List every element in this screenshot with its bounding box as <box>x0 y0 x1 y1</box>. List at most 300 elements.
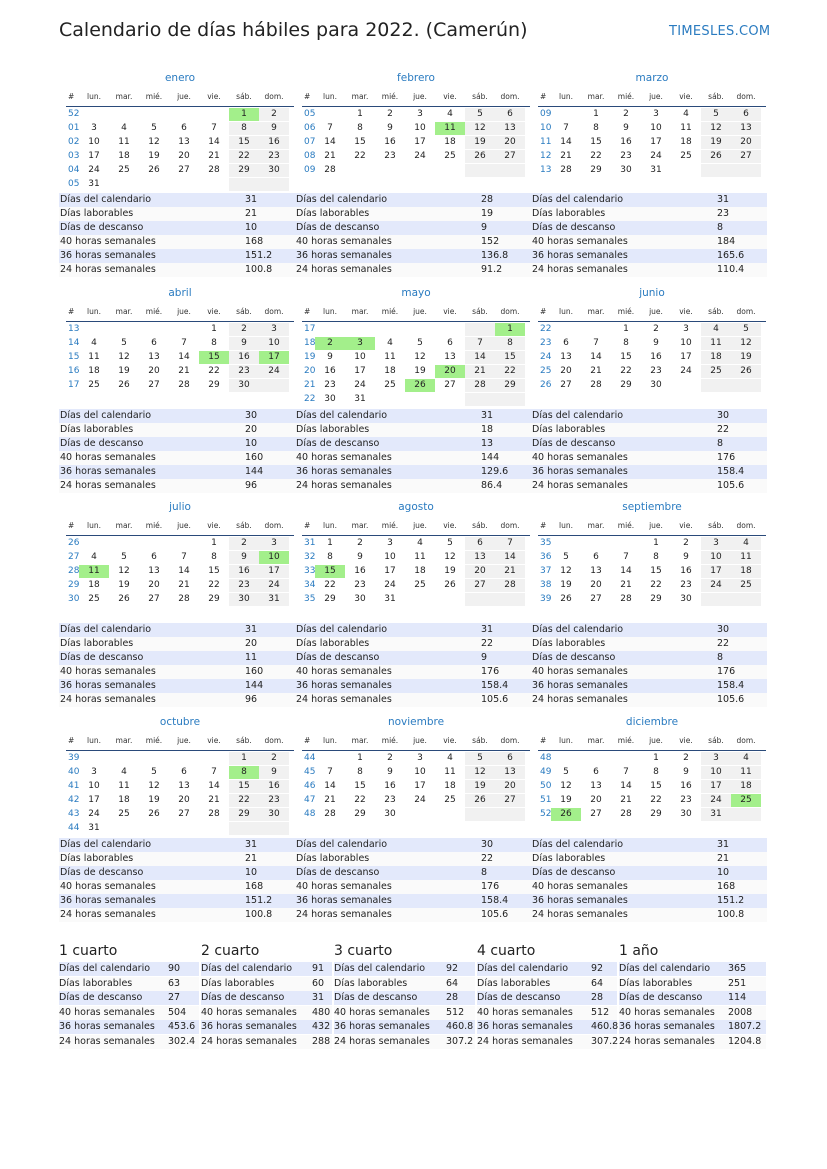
day-cell[interactable]: 3 <box>259 323 289 336</box>
day-cell[interactable]: 21 <box>208 151 220 161</box>
day-cell[interactable]: 28 <box>560 165 572 175</box>
day-cell[interactable]: 18 <box>384 366 396 376</box>
day-cell[interactable]: 2 <box>357 538 363 548</box>
day-cell[interactable]: 13 <box>560 352 572 362</box>
day-cell[interactable]: 14 <box>560 137 572 147</box>
day-cell[interactable]: 4 <box>731 537 761 550</box>
day-cell[interactable]: 2 <box>683 538 689 548</box>
day-cell[interactable]: 4 <box>91 552 97 562</box>
day-cell[interactable]: 14 <box>178 566 190 576</box>
day-cell[interactable]: 18 <box>444 137 456 147</box>
day-cell[interactable]: 18 <box>88 580 100 590</box>
holiday-day[interactable]: 26 <box>405 379 435 392</box>
day-cell[interactable]: 23 <box>229 365 259 378</box>
day-cell[interactable]: 11 <box>701 337 731 350</box>
day-cell[interactable]: 26 <box>560 594 572 604</box>
day-cell[interactable]: 15 <box>208 566 220 576</box>
day-cell[interactable]: 24 <box>354 380 366 390</box>
day-cell[interactable]: 16 <box>384 781 396 791</box>
day-cell[interactable]: 22 <box>208 580 220 590</box>
day-cell[interactable]: 1 <box>653 753 659 763</box>
day-cell[interactable]: 11 <box>680 123 692 133</box>
day-cell[interactable]: 6 <box>181 767 187 777</box>
day-cell[interactable]: 17 <box>88 795 100 805</box>
day-cell[interactable]: 13 <box>731 122 761 135</box>
day-cell[interactable]: 30 <box>229 593 259 606</box>
day-cell[interactable]: 25 <box>414 580 426 590</box>
day-cell[interactable]: 4 <box>731 752 761 765</box>
day-cell[interactable]: 15 <box>229 780 259 793</box>
day-cell[interactable]: 13 <box>590 781 602 791</box>
day-cell[interactable]: 21 <box>178 580 190 590</box>
day-cell[interactable]: 9 <box>683 767 689 777</box>
day-cell[interactable]: 17 <box>259 565 289 578</box>
day-cell[interactable]: 5 <box>417 338 423 348</box>
day-cell[interactable]: 19 <box>731 351 761 364</box>
day-cell[interactable]: 18 <box>414 566 426 576</box>
day-cell[interactable]: 23 <box>680 795 692 805</box>
day-cell[interactable]: 25 <box>118 809 130 819</box>
day-cell[interactable]: 14 <box>495 551 525 564</box>
day-cell[interactable]: 30 <box>384 809 396 819</box>
day-cell[interactable]: 27 <box>731 150 761 163</box>
day-cell[interactable]: 14 <box>620 781 632 791</box>
day-cell[interactable]: 22 <box>229 794 259 807</box>
day-cell[interactable]: 9 <box>229 551 259 564</box>
day-cell[interactable]: 9 <box>259 122 289 135</box>
day-cell[interactable]: 16 <box>259 136 289 149</box>
day-cell[interactable]: 28 <box>465 379 495 392</box>
day-cell[interactable]: 3 <box>91 123 97 133</box>
day-cell[interactable]: 16 <box>229 351 259 364</box>
day-cell[interactable]: 10 <box>650 123 662 133</box>
day-cell[interactable]: 8 <box>653 767 659 777</box>
day-cell[interactable]: 2 <box>387 753 393 763</box>
day-cell[interactable]: 15 <box>590 137 602 147</box>
day-cell[interactable]: 22 <box>590 151 602 161</box>
holiday-day[interactable]: 11 <box>79 565 109 578</box>
day-cell[interactable]: 3 <box>91 767 97 777</box>
day-cell[interactable]: 16 <box>680 781 692 791</box>
day-cell[interactable]: 18 <box>731 780 761 793</box>
day-cell[interactable]: 22 <box>324 580 336 590</box>
day-cell[interactable]: 29 <box>650 594 662 604</box>
day-cell[interactable]: 17 <box>650 137 662 147</box>
day-cell[interactable]: 21 <box>324 795 336 805</box>
day-cell[interactable]: 24 <box>650 151 662 161</box>
day-cell[interactable]: 5 <box>151 767 157 777</box>
day-cell[interactable]: 17 <box>701 565 731 578</box>
day-cell[interactable]: 23 <box>229 579 259 592</box>
day-cell[interactable]: 29 <box>229 808 259 821</box>
day-cell[interactable]: 30 <box>650 380 662 390</box>
day-cell[interactable]: 12 <box>148 137 160 147</box>
day-cell[interactable]: 13 <box>148 566 160 576</box>
day-cell[interactable]: 26 <box>118 380 130 390</box>
day-cell[interactable]: 1 <box>211 324 217 334</box>
day-cell[interactable]: 30 <box>324 394 336 404</box>
day-cell[interactable]: 4 <box>387 338 393 348</box>
day-cell[interactable]: 2 <box>259 108 289 121</box>
day-cell[interactable]: 31 <box>354 394 366 404</box>
day-cell[interactable]: 7 <box>623 552 629 562</box>
day-cell[interactable]: 3 <box>653 109 659 119</box>
day-cell[interactable]: 25 <box>444 795 456 805</box>
day-cell[interactable]: 19 <box>701 136 731 149</box>
day-cell[interactable]: 19 <box>414 366 426 376</box>
day-cell[interactable]: 11 <box>731 551 761 564</box>
day-cell[interactable]: 15 <box>354 781 366 791</box>
holiday-day[interactable]: 15 <box>199 351 229 364</box>
day-cell[interactable]: 29 <box>650 809 662 819</box>
day-cell[interactable]: 9 <box>683 552 689 562</box>
day-cell[interactable]: 30 <box>680 594 692 604</box>
day-cell[interactable]: 30 <box>229 379 259 392</box>
day-cell[interactable]: 27 <box>590 809 602 819</box>
day-cell[interactable]: 7 <box>211 123 217 133</box>
day-cell[interactable]: 21 <box>465 365 495 378</box>
day-cell[interactable]: 28 <box>178 380 190 390</box>
day-cell[interactable]: 6 <box>465 537 495 550</box>
day-cell[interactable]: 11 <box>88 352 100 362</box>
day-cell[interactable]: 27 <box>465 579 495 592</box>
day-cell[interactable]: 17 <box>88 151 100 161</box>
day-cell[interactable]: 31 <box>259 593 289 606</box>
day-cell[interactable]: 21 <box>208 795 220 805</box>
day-cell[interactable]: 23 <box>324 380 336 390</box>
day-cell[interactable]: 6 <box>593 767 599 777</box>
day-cell[interactable]: 3 <box>259 537 289 550</box>
day-cell[interactable]: 8 <box>357 767 363 777</box>
day-cell[interactable]: 10 <box>384 552 396 562</box>
holiday-day[interactable]: 1 <box>495 323 525 336</box>
day-cell[interactable]: 7 <box>211 767 217 777</box>
day-cell[interactable]: 6 <box>151 338 157 348</box>
day-cell[interactable]: 1 <box>653 538 659 548</box>
day-cell[interactable]: 1 <box>327 538 333 548</box>
day-cell[interactable]: 7 <box>327 123 333 133</box>
day-cell[interactable]: 10 <box>88 781 100 791</box>
day-cell[interactable]: 19 <box>444 566 456 576</box>
day-cell[interactable]: 16 <box>680 566 692 576</box>
day-cell[interactable]: 7 <box>465 337 495 350</box>
day-cell[interactable]: 2 <box>229 537 259 550</box>
holiday-day[interactable]: 26 <box>551 808 581 821</box>
day-cell[interactable]: 28 <box>620 809 632 819</box>
day-cell[interactable]: 2 <box>683 753 689 763</box>
day-cell[interactable]: 11 <box>731 766 761 779</box>
day-cell[interactable]: 8 <box>623 338 629 348</box>
day-cell[interactable]: 29 <box>354 809 366 819</box>
day-cell[interactable]: 28 <box>590 380 602 390</box>
day-cell[interactable]: 22 <box>229 150 259 163</box>
day-cell[interactable]: 14 <box>178 352 190 362</box>
day-cell[interactable]: 2 <box>387 109 393 119</box>
day-cell[interactable]: 5 <box>121 552 127 562</box>
day-cell[interactable]: 29 <box>208 594 220 604</box>
day-cell[interactable]: 18 <box>88 366 100 376</box>
day-cell[interactable]: 22 <box>208 366 220 376</box>
day-cell[interactable]: 23 <box>384 151 396 161</box>
day-cell[interactable]: 20 <box>465 565 495 578</box>
day-cell[interactable]: 9 <box>259 766 289 779</box>
day-cell[interactable]: 31 <box>88 823 100 833</box>
day-cell[interactable]: 22 <box>354 151 366 161</box>
day-cell[interactable]: 5 <box>447 538 453 548</box>
day-cell[interactable]: 5 <box>731 323 761 336</box>
day-cell[interactable]: 29 <box>620 380 632 390</box>
day-cell[interactable]: 11 <box>118 137 130 147</box>
day-cell[interactable]: 14 <box>465 351 495 364</box>
day-cell[interactable]: 18 <box>680 137 692 147</box>
day-cell[interactable]: 25 <box>731 579 761 592</box>
day-cell[interactable]: 11 <box>414 552 426 562</box>
day-cell[interactable]: 10 <box>88 137 100 147</box>
day-cell[interactable]: 14 <box>324 137 336 147</box>
day-cell[interactable]: 12 <box>560 566 572 576</box>
day-cell[interactable]: 23 <box>384 795 396 805</box>
day-cell[interactable]: 17 <box>384 566 396 576</box>
day-cell[interactable]: 23 <box>680 580 692 590</box>
day-cell[interactable]: 24 <box>680 366 692 376</box>
day-cell[interactable]: 24 <box>88 809 100 819</box>
day-cell[interactable]: 5 <box>465 752 495 765</box>
day-cell[interactable]: 25 <box>701 365 731 378</box>
day-cell[interactable]: 6 <box>495 752 525 765</box>
day-cell[interactable]: 8 <box>211 338 217 348</box>
day-cell[interactable]: 16 <box>229 565 259 578</box>
day-cell[interactable]: 4 <box>683 109 689 119</box>
day-cell[interactable]: 3 <box>701 537 731 550</box>
day-cell[interactable]: 1 <box>211 538 217 548</box>
day-cell[interactable]: 17 <box>701 780 731 793</box>
day-cell[interactable]: 9 <box>623 123 629 133</box>
day-cell[interactable]: 16 <box>324 366 336 376</box>
day-cell[interactable]: 29 <box>495 379 525 392</box>
day-cell[interactable]: 16 <box>384 137 396 147</box>
day-cell[interactable]: 18 <box>444 781 456 791</box>
day-cell[interactable]: 14 <box>208 781 220 791</box>
day-cell[interactable]: 23 <box>620 151 632 161</box>
day-cell[interactable]: 23 <box>259 150 289 163</box>
day-cell[interactable]: 17 <box>354 366 366 376</box>
day-cell[interactable]: 28 <box>324 809 336 819</box>
day-cell[interactable]: 29 <box>590 165 602 175</box>
day-cell[interactable]: 23 <box>650 366 662 376</box>
day-cell[interactable]: 15 <box>650 566 662 576</box>
day-cell[interactable]: 10 <box>259 337 289 350</box>
day-cell[interactable]: 5 <box>701 108 731 121</box>
day-cell[interactable]: 17 <box>414 137 426 147</box>
day-cell[interactable]: 19 <box>118 366 130 376</box>
day-cell[interactable]: 18 <box>118 151 130 161</box>
day-cell[interactable]: 6 <box>181 123 187 133</box>
day-cell[interactable]: 10 <box>701 766 731 779</box>
day-cell[interactable]: 10 <box>680 338 692 348</box>
day-cell[interactable]: 5 <box>151 123 157 133</box>
day-cell[interactable]: 4 <box>447 109 453 119</box>
day-cell[interactable]: 15 <box>229 136 259 149</box>
day-cell[interactable]: 11 <box>118 781 130 791</box>
day-cell[interactable]: 13 <box>444 352 456 362</box>
day-cell[interactable]: 8 <box>357 123 363 133</box>
day-cell[interactable]: 28 <box>620 594 632 604</box>
day-cell[interactable]: 14 <box>590 352 602 362</box>
day-cell[interactable]: 14 <box>208 137 220 147</box>
day-cell[interactable]: 8 <box>211 552 217 562</box>
day-cell[interactable]: 24 <box>259 579 289 592</box>
day-cell[interactable]: 30 <box>259 164 289 177</box>
day-cell[interactable]: 20 <box>590 580 602 590</box>
day-cell[interactable]: 12 <box>414 352 426 362</box>
day-cell[interactable]: 19 <box>560 795 572 805</box>
day-cell[interactable]: 16 <box>354 566 366 576</box>
day-cell[interactable]: 20 <box>148 366 160 376</box>
day-cell[interactable]: 31 <box>88 179 100 189</box>
day-cell[interactable]: 24 <box>414 151 426 161</box>
day-cell[interactable]: 20 <box>590 795 602 805</box>
day-cell[interactable]: 17 <box>414 781 426 791</box>
day-cell[interactable]: 1 <box>623 324 629 334</box>
day-cell[interactable]: 7 <box>563 123 569 133</box>
brand-link[interactable]: TIMESLES.COM <box>669 24 771 39</box>
day-cell[interactable]: 19 <box>148 151 160 161</box>
day-cell[interactable]: 28 <box>208 165 220 175</box>
day-cell[interactable]: 9 <box>387 123 393 133</box>
day-cell[interactable]: 12 <box>465 122 495 135</box>
holiday-day[interactable]: 20 <box>435 365 465 378</box>
day-cell[interactable]: 9 <box>357 552 363 562</box>
day-cell[interactable]: 27 <box>560 380 572 390</box>
day-cell[interactable]: 3 <box>387 538 393 548</box>
holiday-day[interactable]: 3 <box>345 337 375 350</box>
day-cell[interactable]: 4 <box>417 538 423 548</box>
day-cell[interactable]: 12 <box>444 552 456 562</box>
day-cell[interactable]: 5 <box>121 338 127 348</box>
day-cell[interactable]: 8 <box>495 337 525 350</box>
day-cell[interactable]: 25 <box>88 380 100 390</box>
day-cell[interactable]: 13 <box>178 781 190 791</box>
day-cell[interactable]: 11 <box>384 352 396 362</box>
day-cell[interactable]: 26 <box>148 809 160 819</box>
day-cell[interactable]: 10 <box>701 551 731 564</box>
day-cell[interactable]: 8 <box>327 552 333 562</box>
day-cell[interactable]: 11 <box>444 767 456 777</box>
day-cell[interactable]: 12 <box>731 337 761 350</box>
day-cell[interactable]: 12 <box>148 781 160 791</box>
day-cell[interactable]: 4 <box>447 753 453 763</box>
holiday-day[interactable]: 25 <box>731 794 761 807</box>
day-cell[interactable]: 1 <box>229 752 259 765</box>
day-cell[interactable]: 20 <box>178 151 190 161</box>
day-cell[interactable]: 15 <box>650 781 662 791</box>
day-cell[interactable]: 29 <box>229 164 259 177</box>
day-cell[interactable]: 28 <box>208 809 220 819</box>
holiday-day[interactable]: 11 <box>435 122 465 135</box>
day-cell[interactable]: 1 <box>357 753 363 763</box>
day-cell[interactable]: 27 <box>148 594 160 604</box>
day-cell[interactable]: 21 <box>560 151 572 161</box>
day-cell[interactable]: 9 <box>387 767 393 777</box>
day-cell[interactable]: 19 <box>560 580 572 590</box>
day-cell[interactable]: 12 <box>560 781 572 791</box>
day-cell[interactable]: 20 <box>148 580 160 590</box>
day-cell[interactable]: 27 <box>178 165 190 175</box>
day-cell[interactable]: 6 <box>731 108 761 121</box>
day-cell[interactable]: 22 <box>354 795 366 805</box>
day-cell[interactable]: 26 <box>444 580 456 590</box>
day-cell[interactable]: 24 <box>259 365 289 378</box>
day-cell[interactable]: 26 <box>465 150 495 163</box>
holiday-day[interactable]: 2 <box>315 337 345 350</box>
day-cell[interactable]: 25 <box>118 165 130 175</box>
day-cell[interactable]: 13 <box>148 352 160 362</box>
day-cell[interactable]: 31 <box>701 808 731 821</box>
holiday-day[interactable]: 8 <box>229 766 259 779</box>
day-cell[interactable]: 19 <box>118 580 130 590</box>
day-cell[interactable]: 31 <box>650 165 662 175</box>
day-cell[interactable]: 10 <box>414 767 426 777</box>
day-cell[interactable]: 9 <box>229 337 259 350</box>
day-cell[interactable]: 26 <box>465 794 495 807</box>
day-cell[interactable]: 23 <box>354 580 366 590</box>
day-cell[interactable]: 15 <box>620 352 632 362</box>
day-cell[interactable]: 18 <box>701 351 731 364</box>
day-cell[interactable]: 26 <box>148 165 160 175</box>
day-cell[interactable]: 25 <box>384 380 396 390</box>
day-cell[interactable]: 27 <box>495 794 525 807</box>
day-cell[interactable]: 4 <box>91 338 97 348</box>
day-cell[interactable]: 13 <box>495 122 525 135</box>
day-cell[interactable]: 22 <box>650 580 662 590</box>
day-cell[interactable]: 5 <box>563 552 569 562</box>
day-cell[interactable]: 25 <box>444 151 456 161</box>
day-cell[interactable]: 30 <box>354 594 366 604</box>
day-cell[interactable]: 12 <box>118 352 130 362</box>
holiday-day[interactable]: 17 <box>259 351 289 364</box>
day-cell[interactable]: 6 <box>563 338 569 348</box>
day-cell[interactable]: 13 <box>178 137 190 147</box>
day-cell[interactable]: 6 <box>447 338 453 348</box>
day-cell[interactable]: 2 <box>653 324 659 334</box>
day-cell[interactable]: 28 <box>324 165 336 175</box>
day-cell[interactable]: 13 <box>590 566 602 576</box>
day-cell[interactable]: 27 <box>495 150 525 163</box>
day-cell[interactable]: 24 <box>414 795 426 805</box>
day-cell[interactable]: 27 <box>148 380 160 390</box>
day-cell[interactable]: 20 <box>178 795 190 805</box>
day-cell[interactable]: 23 <box>259 794 289 807</box>
day-cell[interactable]: 3 <box>417 753 423 763</box>
day-cell[interactable]: 19 <box>148 795 160 805</box>
day-cell[interactable]: 18 <box>118 795 130 805</box>
day-cell[interactable]: 3 <box>683 324 689 334</box>
day-cell[interactable]: 9 <box>327 352 333 362</box>
holiday-day[interactable]: 15 <box>315 565 345 578</box>
day-cell[interactable]: 19 <box>465 780 495 793</box>
day-cell[interactable]: 25 <box>88 594 100 604</box>
day-cell[interactable]: 27 <box>178 809 190 819</box>
day-cell[interactable]: 21 <box>178 366 190 376</box>
day-cell[interactable]: 30 <box>620 165 632 175</box>
day-cell[interactable]: 20 <box>495 136 525 149</box>
day-cell[interactable]: 26 <box>701 150 731 163</box>
day-cell[interactable]: 24 <box>701 579 731 592</box>
day-cell[interactable]: 8 <box>653 552 659 562</box>
day-cell[interactable]: 22 <box>495 365 525 378</box>
day-cell[interactable]: 24 <box>701 794 731 807</box>
day-cell[interactable]: 26 <box>118 594 130 604</box>
